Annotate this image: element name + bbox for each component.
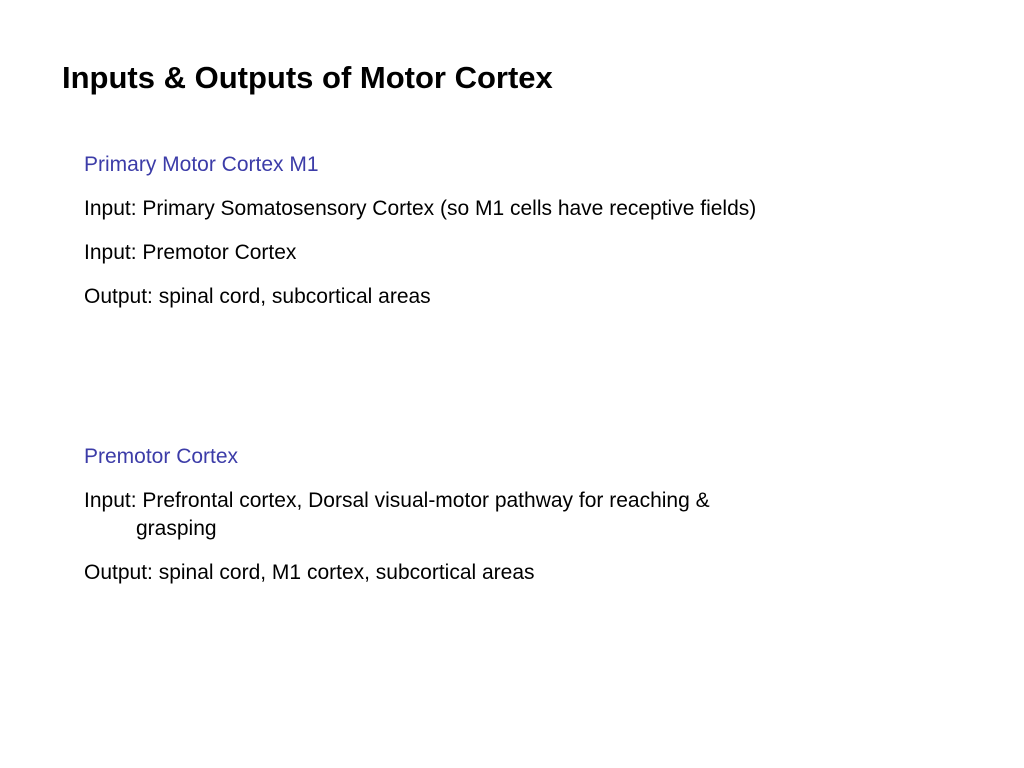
section-primary-motor-cortex [84,151,764,327]
slide-title: Inputs & Outputs of Motor Cortex [62,60,553,95]
section-heading: Primary Motor Cortex M1 [84,153,319,176]
list-item: Input: Prefrontal cortex, Dorsal visual-motor pathway for reaching & grasping [84,489,710,540]
section-premotor-cortex [84,443,764,603]
list-item: Output: spinal cord, M1 cortex, subcortical areas [84,561,535,584]
list-item: Input: Premotor Cortex [84,241,297,264]
section-heading: Premotor Cortex [84,445,239,468]
list-item: Output: spinal cord, subcortical areas [84,285,431,308]
list-item: Input: Primary Somatosensory Cortex (so M1 cells have receptive fields) [84,197,757,220]
